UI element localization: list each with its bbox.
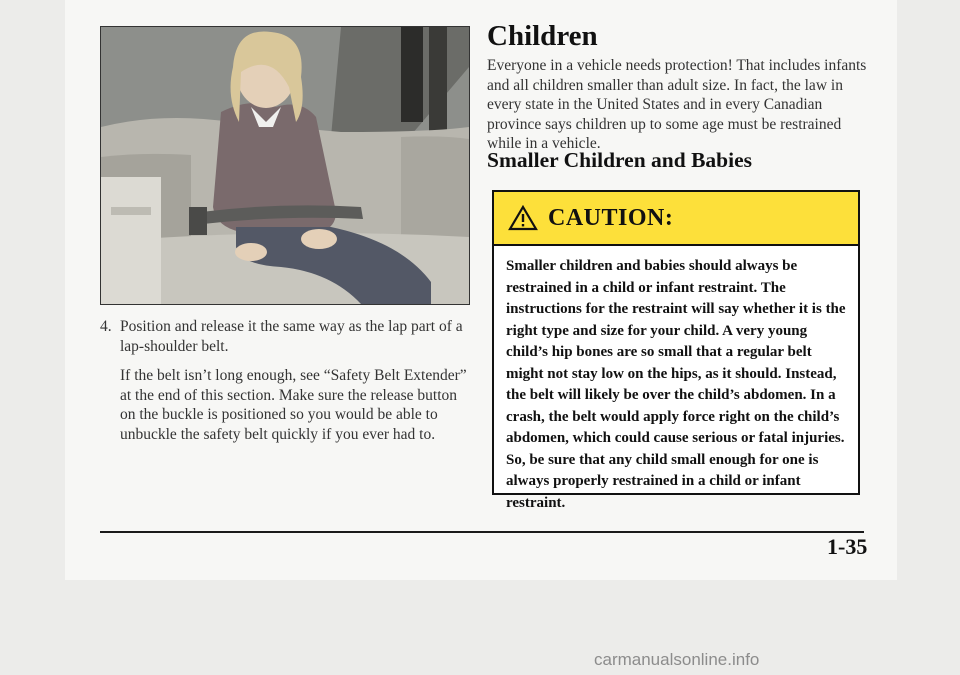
step-note: If the belt isn’t long enough, see “Safety Belt Extender” at the end of this section. Make sure the release button on the buckle is positioned so you would be able to unbuckle the safety belt quickly if you ever had to. (120, 367, 467, 443)
instruction-step-4 (100, 317, 470, 454)
footer-rule (100, 531, 864, 533)
watermark: carmanualsonline.info (594, 650, 760, 669)
section-title: Children (487, 20, 598, 52)
caution-header (494, 192, 858, 246)
child-illustration (101, 27, 469, 304)
section-intro: Everyone in a vehicle needs protection! That includes infants and all children smaller than adult size. In fact, the law in every state in the United States and in every Canadian province says children up to some age must be restrained while in a vehicle. (487, 57, 867, 152)
step-text: Position and release it the same way as the lap part of a lap-shoulder belt. (120, 318, 463, 355)
caution-text: Smaller children and babies should always be restrained in a child or infant restraint. The instructions for the restraint will say whether it is the right type and size for your child. A very young child’s hip bones are so small that a regular belt might not stay low on the hips, as it should. Instead, the belt will likely be over the child’s abdomen. In a crash, the belt would apply force right on the child’s abdomen, which could cause serious or fatal injuries. So, be sure that any child small enough for one is always properly restrained in a child or infant restraint. (506, 258, 846, 511)
subsection-title: Smaller Children and Babies (487, 148, 753, 172)
caution-box (492, 190, 860, 511)
page-number: 1-35 (827, 534, 868, 559)
child-seat-belt-photo (100, 26, 470, 305)
caution-heading: CAUTION: (548, 204, 674, 231)
step-number: 4. (100, 318, 112, 335)
warning-triangle-icon (508, 205, 538, 231)
